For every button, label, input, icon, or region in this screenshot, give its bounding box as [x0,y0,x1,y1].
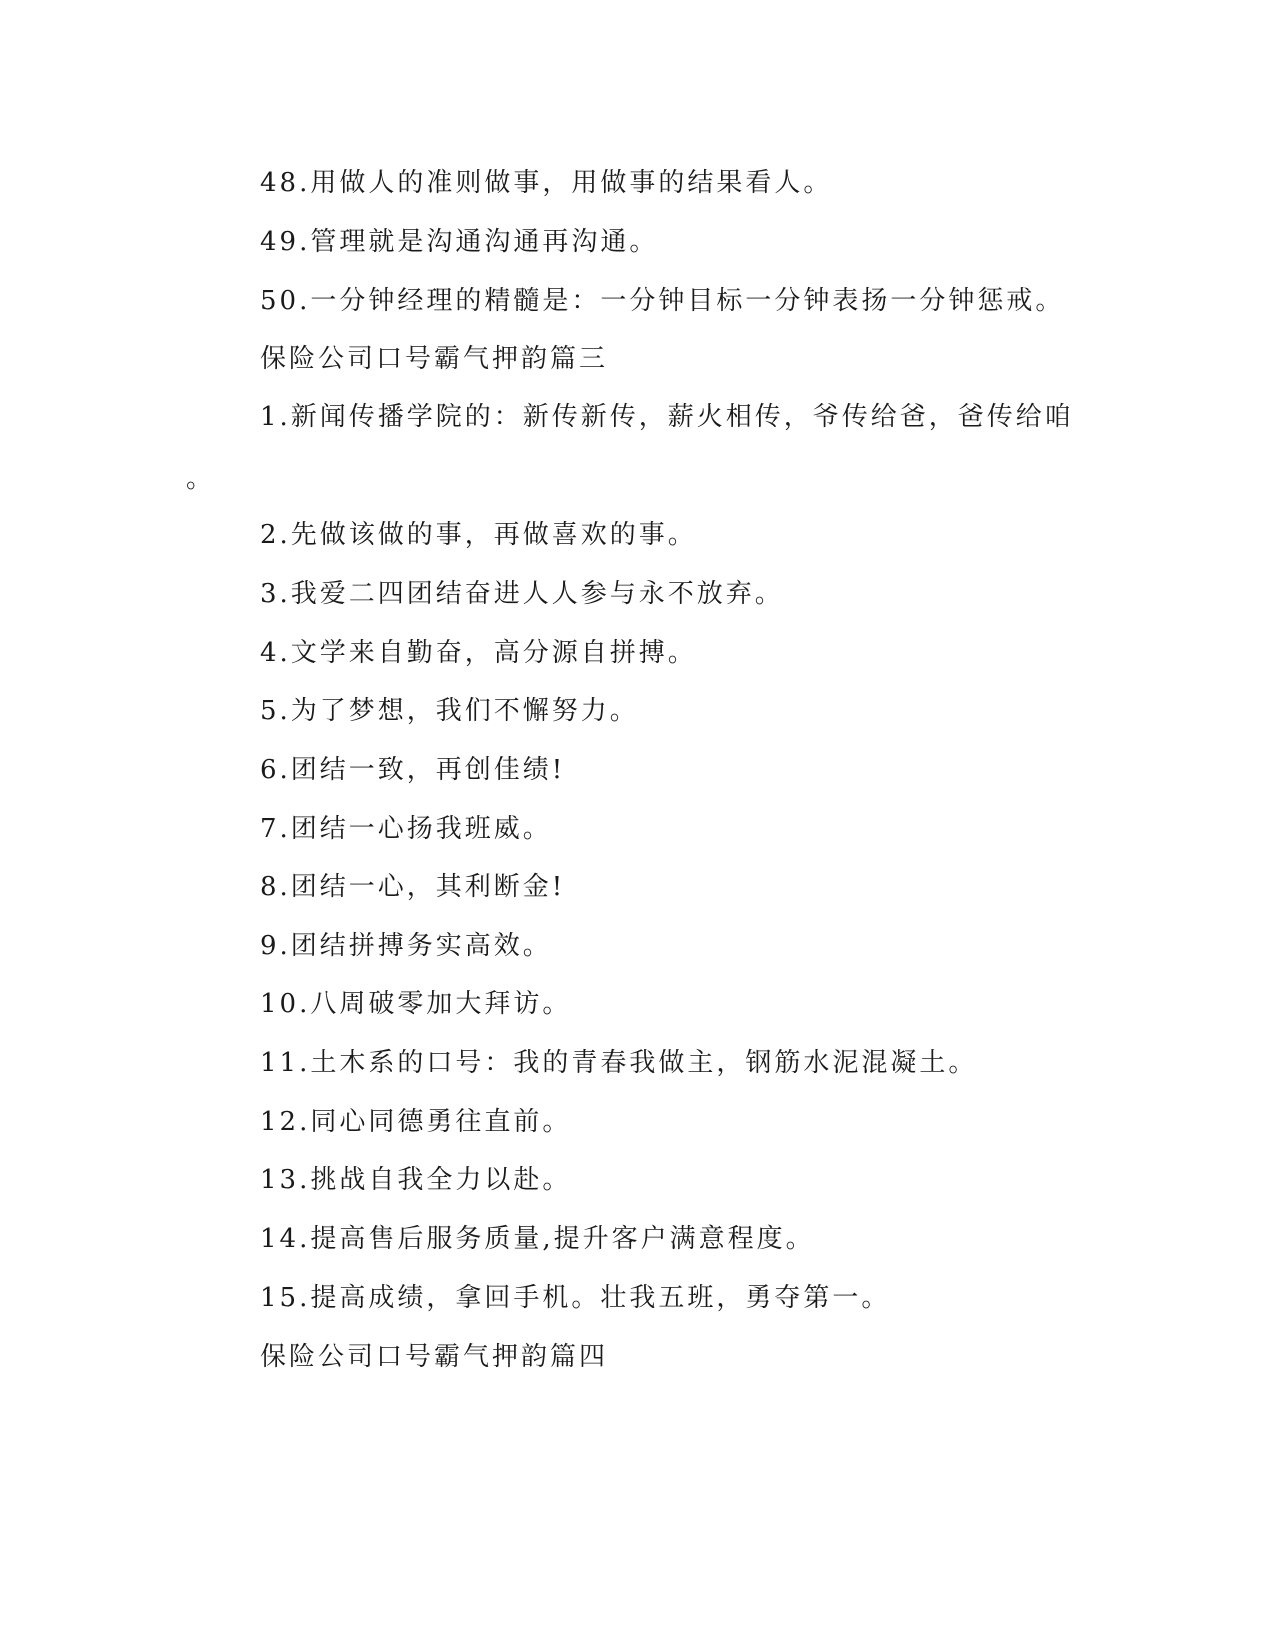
list-item-14: 14.提高售后服务质量,提升客户满意程度。 [260,1224,815,1254]
list-item-3: 3.我爱二四团结奋进人人参与永不放弃。 [260,579,784,609]
list-item-5: 5.为了梦想，我们不懈努力。 [260,696,639,726]
list-item-15: 15.提高成绩，拿回手机。壮我五班，勇夺第一。 [260,1283,891,1313]
list-item-6: 6.团结一致，再创佳绩! [260,755,566,785]
list-item-1-wrap: 。 [186,464,213,494]
list-item-7: 7.团结一心扬我班威。 [260,814,552,844]
section-heading-3: 保险公司口号霸气押韵篇三 [260,344,609,374]
list-item-1: 1.新闻传播学院的：新传新传，薪火相传，爷传给爸，爸传给咱 [260,402,1074,432]
list-item-10: 10.八周破零加大拜访。 [260,989,572,1019]
list-item-49: 49.管理就是沟通沟通再沟通。 [260,227,659,257]
list-item-50: 50.一分钟经理的精髓是：一分钟目标一分钟表扬一分钟惩戒。 [260,286,1065,316]
list-item-4: 4.文学来自勤奋，高分源自拼搏。 [260,638,697,668]
list-item-11: 11.土木系的口号：我的青春我做主，钢筋水泥混凝土。 [260,1048,978,1078]
list-item-12: 12.同心同德勇往直前。 [260,1107,572,1137]
list-item-9: 9.团结拼搏务实高效。 [260,931,552,961]
list-item-13: 13.挑战自我全力以赴。 [260,1165,572,1195]
list-item-48: 48.用做人的准则做事，用做事的结果看人。 [260,168,833,198]
section-heading-4: 保险公司口号霸气押韵篇四 [260,1342,609,1372]
list-item-2: 2.先做该做的事，再做喜欢的事。 [260,520,697,550]
list-item-8: 8.团结一心，其利断金! [260,872,566,902]
